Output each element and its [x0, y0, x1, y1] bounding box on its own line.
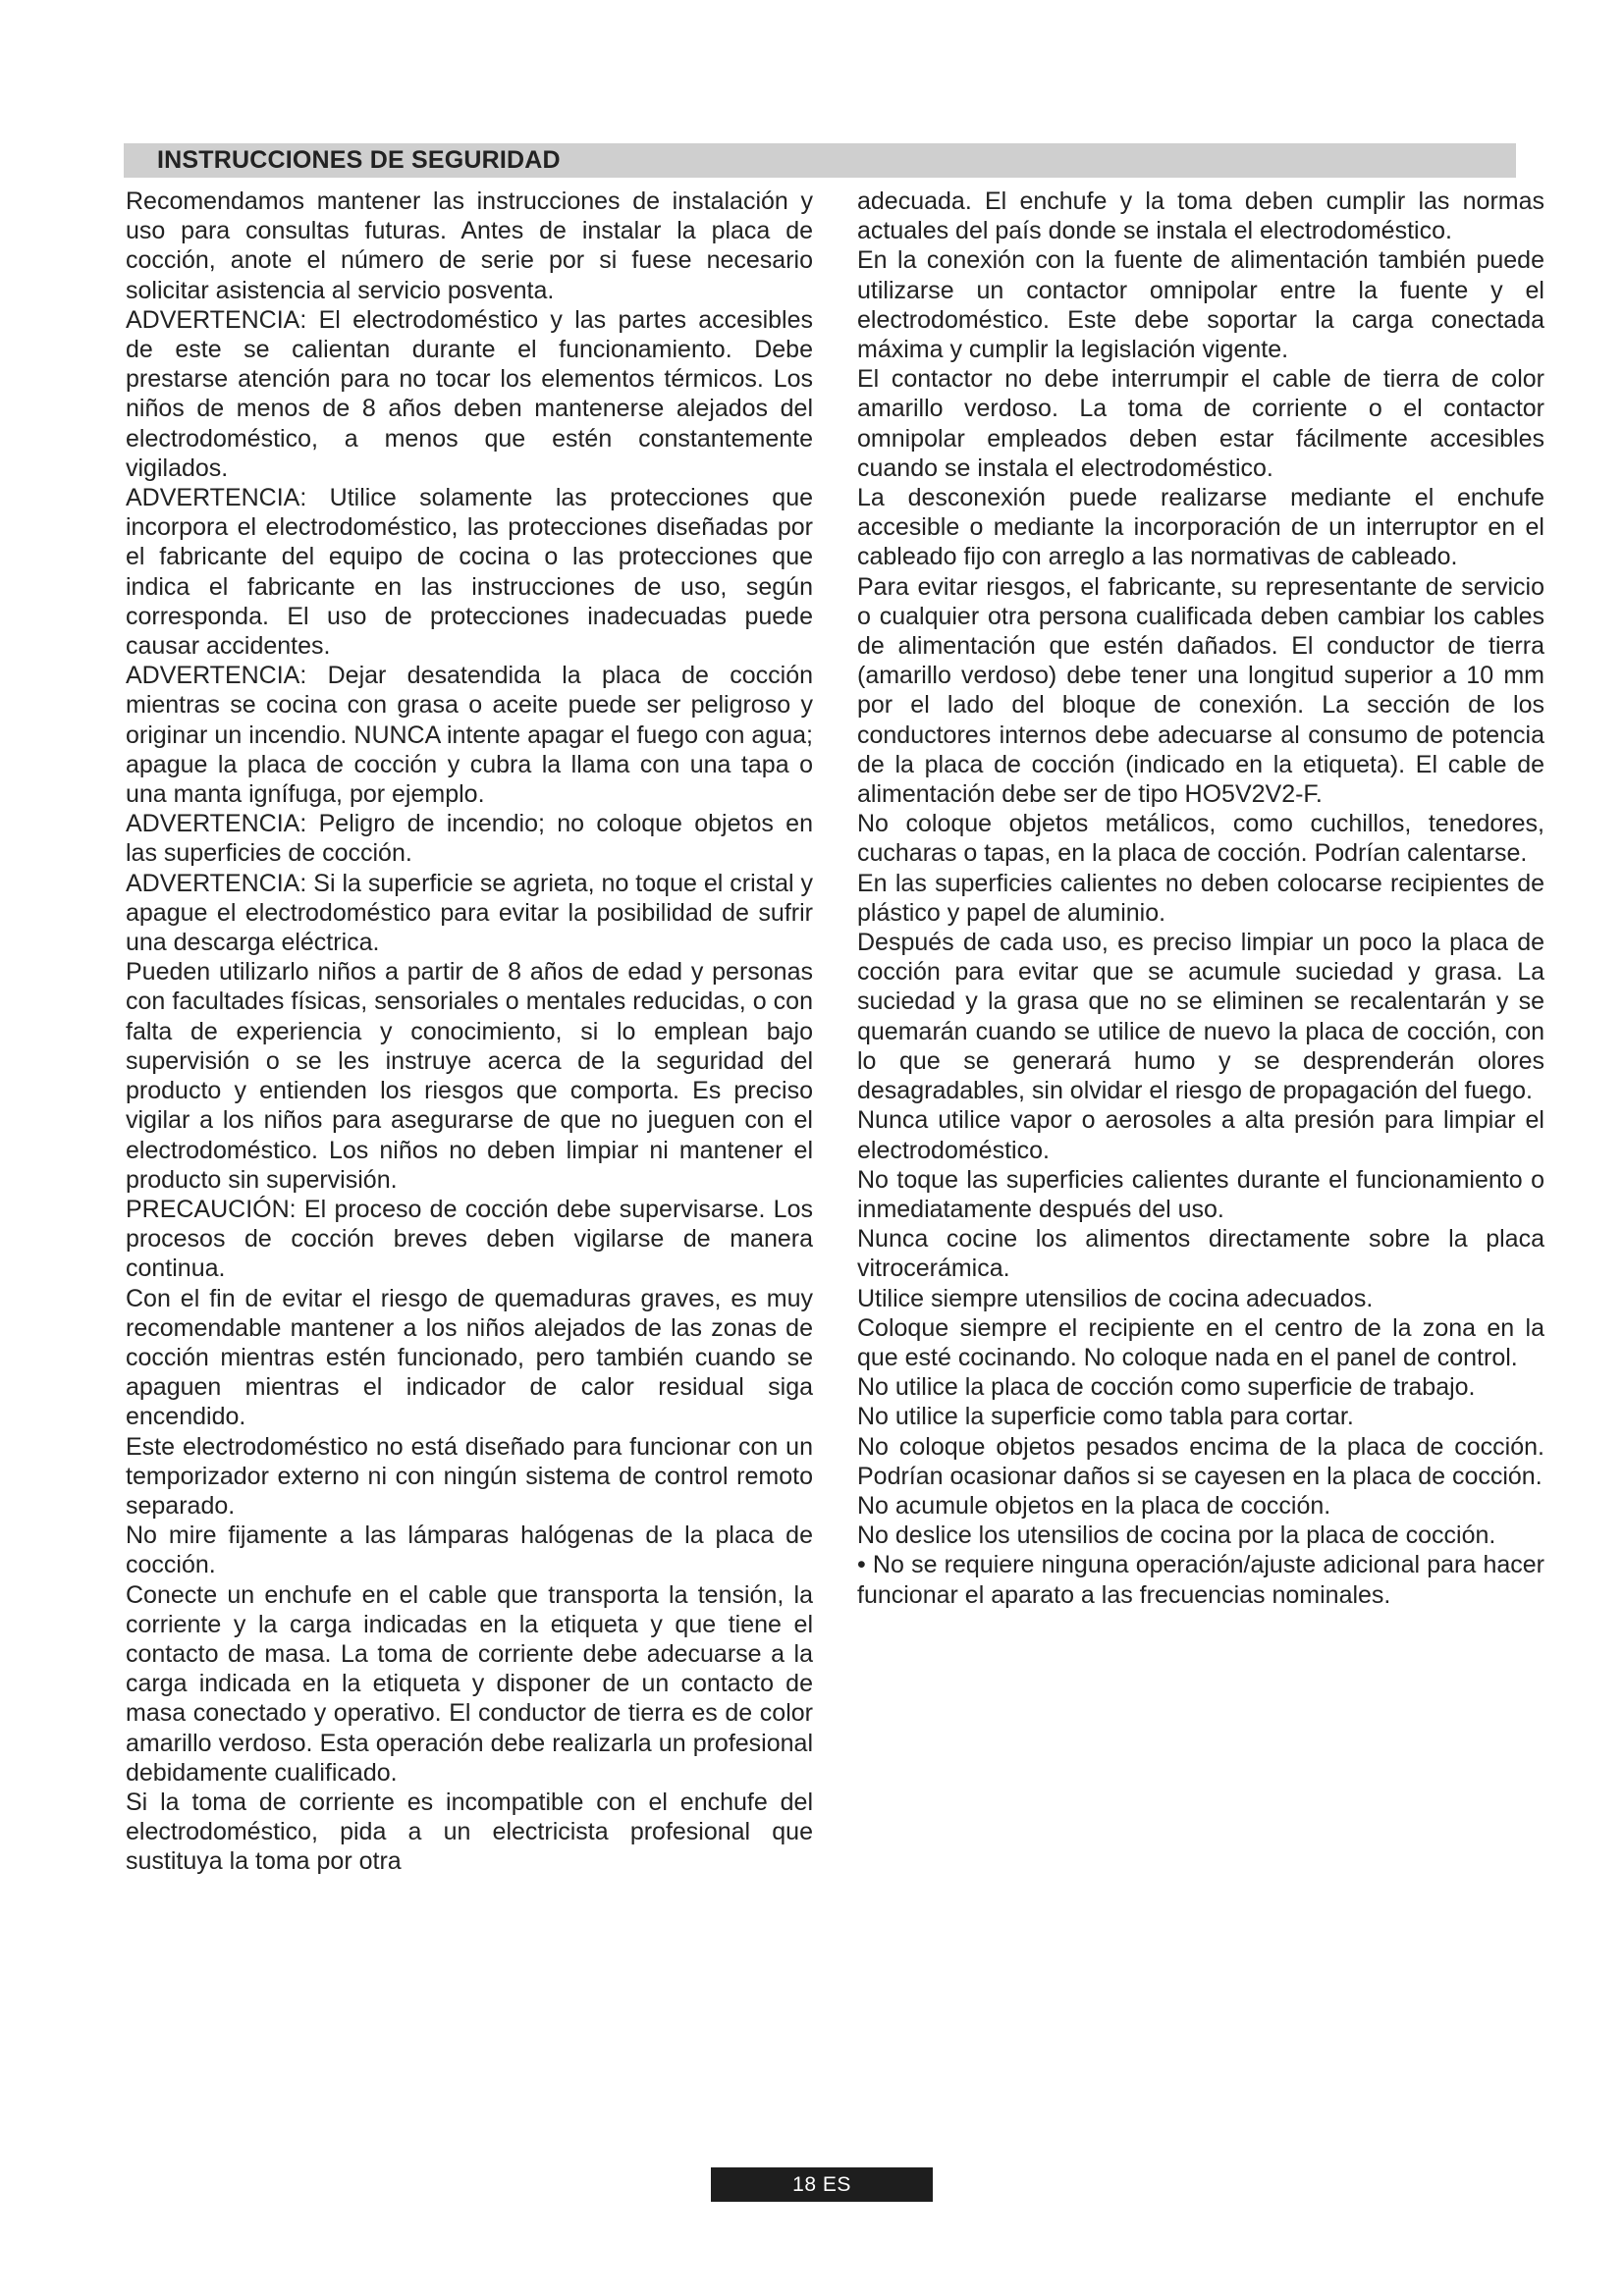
paragraph: El contactor no debe interrumpir el cable de tierra de color amarillo verdoso. La toma de corriente o el contactor omnipolar empleados deben estar fácilmente accesibles cuando se instala el electrodoméstico. [857, 365, 1544, 482]
paragraph: ADVERTENCIA: Utilice solamente las protecciones que incorpora el electrodoméstico, las protecciones diseñadas por el fabricante del equipo de cocina o las protecciones que indica el fabricante en las instrucciones de uso, según corresponda. El uso de protecciones inadecuadas puede causar accidentes. [126, 484, 813, 661]
paragraph: ADVERTENCIA: Si la superficie se agrieta, no toque el cristal y apague el electrodoméstico para evitar la posibilidad de sufrir una descarga eléctrica. [126, 869, 813, 957]
paragraph: En la conexión con la fuente de alimentación también puede utilizarse un contactor omnipolar entre la fuente y el electrodoméstico. Este debe soportar la carga conectada máxima y cumplir la legislación vigente. [857, 246, 1544, 364]
paragraph: No coloque objetos pesados encima de la placa de cocción. Podrían ocasionar daños si se cayesen en la placa de cocción. [857, 1432, 1544, 1490]
page-footer [711, 2167, 933, 2202]
paragraph: Nunca utilice vapor o aerosoles a alta presión para limpiar el electrodoméstico. [857, 1106, 1544, 1164]
section-title: INSTRUCCIONES DE SEGURIDAD [157, 146, 561, 174]
paragraph: • No se requiere ninguna operación/ajuste adicional para hacer funcionar el aparato a las frecuencias nominales. [857, 1551, 1544, 1609]
paragraph: Nunca cocine los alimentos directamente sobre la placa vitrocerámica. [857, 1225, 1544, 1283]
paragraph: Con el fin de evitar el riesgo de quemaduras graves, es muy recomendable mantener a los niños alejados de las zonas de cocción mientras estén funcionado, pero también cuando se apaguen mientras el indicador de calor residual siga encendido. [126, 1284, 813, 1431]
paragraph: La desconexión puede realizarse mediante el enchufe accesible o mediante la incorporación de un interruptor en el cableado fijo con arreglo a las normativas de cableado. [857, 484, 1544, 571]
paragraph: Recomendamos mantener las instrucciones de instalación y uso para consultas futuras. Antes de instalar la placa de cocción, anote el número de serie por si fuese necesario solicitar asistencia al servicio posventa. [126, 187, 813, 304]
paragraph: No deslice los utensilios de cocina por la placa de cocción. [857, 1522, 1496, 1550]
paragraph: Este electrodoméstico no está diseñado para funcionar con un temporizador externo ni con ningún sistema de control remoto separado. [126, 1432, 813, 1520]
paragraph: ADVERTENCIA: El electrodoméstico y las partes accesibles de este se calientan durante el funcionamiento. Debe prestarse atención para no tocar los elementos térmicos. Los niños de menos de 8 años deben mantenerse alejados del electrodoméstico, a menos que estén constantemente vigilados. [126, 305, 813, 482]
paragraph: No coloque objetos metálicos, como cuchillos, tenedores, cucharas o tapas, en la placa de cocción. Podrían calentarse. [857, 810, 1544, 868]
paragraph: En las superficies calientes no deben colocarse recipientes de plástico y papel de aluminio. [857, 869, 1544, 927]
paragraph: No toque las superficies calientes durante el funcionamiento o inmediatamente después del uso. [857, 1165, 1544, 1223]
paragraph: Si la toma de corriente es incompatible con el enchufe del electrodoméstico, pida a un electricista profesional que sustituya la toma por otra [126, 1788, 813, 1876]
paragraph: Utilice siempre utensilios de cocina adecuados. [857, 1284, 1374, 1312]
section-header [124, 143, 1516, 178]
right-column [857, 187, 1544, 1610]
paragraph: Para evitar riesgos, el fabricante, su representante de servicio o cualquier otra persona cualificada deben cambiar los cables de alimentación que estén dañados. El conductor de tierra (amarillo verdoso) debe tener una longitud superior a 10 mm por el lado del bloque de conexión. La sección de los conductores internos debe adecuarse al consumo de potencia de la placa de cocción (indicado en la etiqueta). El cable de alimentación debe ser de tipo HO5V2V2-F. [857, 572, 1544, 809]
paragraph: ADVERTENCIA: Dejar desatendida la placa de cocción mientras se cocina con grasa o aceite puede ser peligroso y originar un incendio. NUNCA intente apagar el fuego con agua; apague la placa de cocción y cubra la llama con una tapa o una manta ignífuga, por ejemplo. [126, 662, 813, 809]
paragraph: No mire fijamente a las lámparas halógenas de la placa de cocción. [126, 1522, 813, 1579]
paragraph: ADVERTENCIA: Peligro de incendio; no coloque objetos en las superficies de cocción. [126, 810, 813, 868]
paragraph: Pueden utilizarlo niños a partir de 8 años de edad y personas con facultades físicas, sensoriales o mentales reducidas, o con falta de experiencia y conocimiento, si lo emplean bajo supervisión o se les instruye acerca de la seguridad del producto y entienden los riesgos que comporta. Es preciso vigilar a los niños para asegurarse de que no jueguen con el electrodoméstico. Los niños no deben limpiar ni mantener el producto sin supervisión. [126, 958, 813, 1194]
paragraph: adecuada. El enchufe y la toma deben cumplir las normas actuales del país donde se instala el electrodoméstico. [857, 187, 1544, 245]
paragraph: PRECAUCIÓN: El proceso de cocción debe supervisarse. Los procesos de cocción breves deben vigilarse de manera continua. [126, 1195, 813, 1283]
left-column [126, 187, 813, 1877]
paragraph: Después de cada uso, es preciso limpiar un poco la placa de cocción para evitar que se acumule suciedad y grasa. La suciedad y la grasa que no se eliminen se recalentarán y se quemarán cuando se utilice de nuevo la placa de cocción, con lo que se generará humo y se desprenderán olores desagradables, sin olvidar el riesgo de propagación del fuego. [857, 929, 1544, 1105]
paragraph: No utilice la superficie como tabla para cortar. [857, 1403, 1354, 1431]
paragraph: Coloque siempre el recipiente en el centro de la zona en la que esté cocinando. No coloque nada en el panel de control. [857, 1313, 1544, 1371]
paragraph: No acumule objetos en la placa de cocción. [857, 1491, 1331, 1520]
page-number: 18 ES [792, 2172, 851, 2196]
paragraph: No utilice la placa de cocción como superficie de trabajo. [857, 1373, 1476, 1402]
paragraph: Conecte un enchufe en el cable que transporta la tensión, la corriente y la carga indicadas en la etiqueta y que tiene el contacto de masa. La toma de corriente debe adecuarse a la carga indicada en la etiqueta y disponer de un contacto de masa conectado y operativo. El conductor de tierra es de color amarillo verdoso. Esta operación debe realizarla un profesional debidamente cualificado. [126, 1580, 813, 1787]
